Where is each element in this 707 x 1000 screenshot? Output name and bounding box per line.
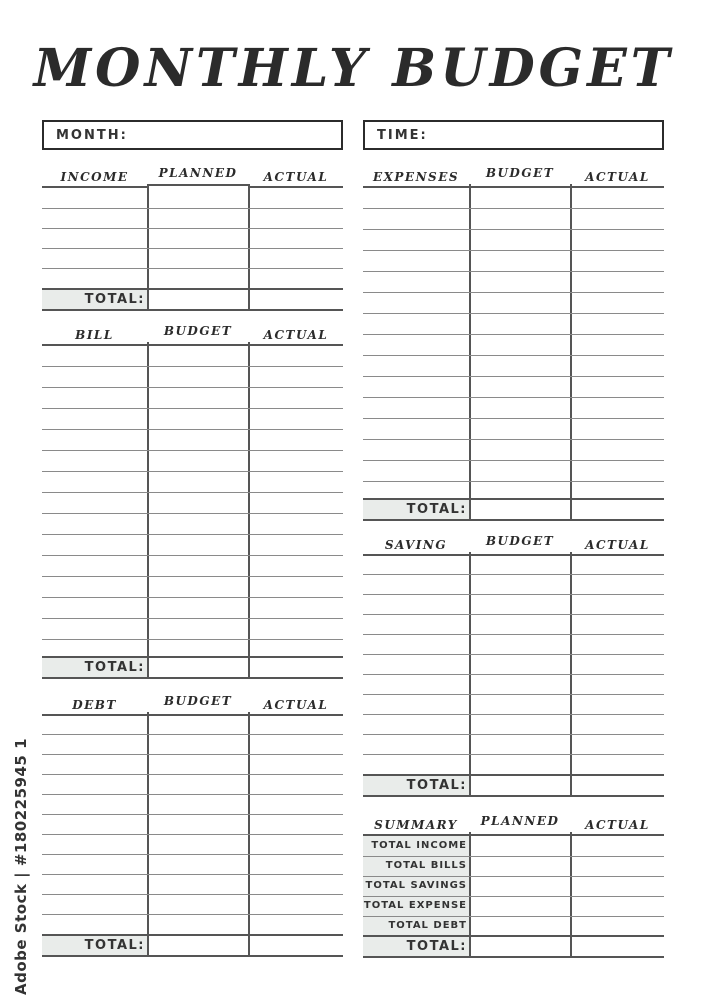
income-total-label: TOTAL: (84, 292, 145, 307)
expenses-section (363, 166, 664, 522)
expenses-total-label: TOTAL: (406, 502, 467, 517)
bill-total-label: TOTAL: (84, 660, 145, 675)
summary-section (363, 814, 664, 960)
debt-total-label: TOTAL: (84, 938, 145, 953)
budget-header: BUDGET (485, 166, 555, 180)
actual-header: ACTUAL (263, 698, 329, 712)
page-title: MONTHLY BUDGET (33, 38, 674, 99)
time-field[interactable] (363, 120, 664, 150)
actual-header: ACTUAL (585, 818, 650, 832)
saving-section (363, 534, 664, 798)
budget-header: BUDGET (163, 694, 233, 708)
summary-total-label: TOTAL: (406, 939, 467, 954)
income-row[interactable] (42, 248, 343, 249)
debt-section (42, 694, 343, 958)
actual-header: ACTUAL (263, 328, 329, 342)
saving-total-label: TOTAL: (406, 778, 467, 793)
month-field[interactable] (42, 120, 343, 150)
actual-header: ACTUAL (585, 170, 650, 184)
income-row[interactable] (42, 228, 343, 229)
income-section (42, 166, 343, 312)
income-header: INCOME (60, 170, 129, 184)
summary-total-expense: TOTAL EXPENSE (363, 900, 467, 911)
bill-header: BILL (75, 328, 114, 342)
summary-total-income: TOTAL INCOME (371, 840, 467, 851)
summary-total-debt: TOTAL DEBT (388, 920, 467, 931)
month-label: MONTH: (56, 128, 128, 143)
planned-header: PLANNED (158, 166, 238, 180)
debt-header: DEBT (72, 698, 117, 712)
bill-section (42, 324, 343, 680)
stock-watermark (4, 737, 34, 1000)
saving-header: SAVING (384, 538, 448, 552)
time-label: TIME: (377, 128, 428, 143)
actual-header: ACTUAL (585, 538, 650, 552)
planned-header: PLANNED (480, 814, 560, 828)
stock-id-text: Adobe Stock | #180225945 1 (12, 737, 30, 995)
summary-header: SUMMARY (374, 818, 458, 832)
summary-total-savings: TOTAL SAVINGS (365, 880, 467, 891)
expenses-header: EXPENSES (372, 170, 460, 184)
income-row[interactable] (42, 208, 343, 209)
budget-header: BUDGET (485, 534, 555, 548)
budget-header: BUDGET (163, 324, 233, 338)
income-row[interactable] (42, 268, 343, 269)
summary-total-bills: TOTAL BILLS (385, 860, 467, 871)
actual-header: ACTUAL (263, 170, 329, 184)
